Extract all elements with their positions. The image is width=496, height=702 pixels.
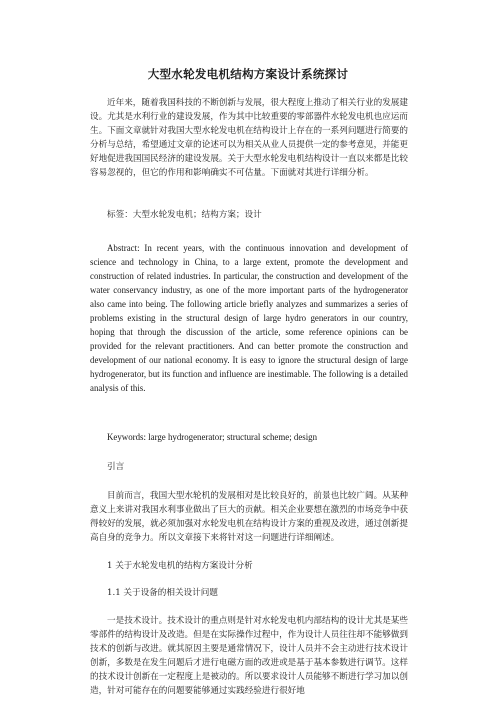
keywords-english: Keywords: large hydrogenerator; structural scheme; design: [107, 432, 318, 442]
intro-text-block: [90, 489, 408, 545]
keywords-chinese: 标签：大型水轮发电机；结构方案；设计: [107, 210, 262, 220]
abstract-chinese-block: [90, 96, 408, 180]
keywords-english-block: [90, 430, 408, 444]
section-1-heading: 1 关于水轮发电机的结构方案设计分析: [107, 561, 253, 571]
abstract-chinese: 近年来，随着我国科技的不断创新与发展，很大程度上推动了相关行业的发展建设。尤其是水利行业的建设发展，作为其中比较重要的零部器件水轮发电机也应运而生。下面文章就针对我国大型水轮发电机在结构设计上存在的一系列问题进行简要的分析与总结，希望通过文章的论述可以为相关从业人员提供一定的参考意见，并能更好地促进我国国民经济的建设发展。关于大型水轮发电机结构设计一直以来都是比较容易忽视的，但它的作用和影响确实不可估量。下面就对其进行详细分析。: [90, 98, 408, 178]
section-1-1-text-block: [90, 614, 408, 698]
intro-text: 目前而言，我国大型水轮机的发展相对是比较良好的，前景也比较广阔。从某种意义上来讲对我国水利事业做出了巨大的贡献。相关企业要想在激烈的市场竞争中获得较好的发展，就必须加强对水轮发电机在结构设计方案的重视及改进，通过创新提高自身的竞争力。所以文章接下来将针对这一问题进行详细阐述。: [90, 491, 408, 543]
section-1-1-heading-block: [90, 586, 408, 600]
section-1-1-heading: 1.1 关于设备的相关设计问题: [107, 588, 218, 598]
keywords-chinese-block: [90, 208, 408, 222]
section-1-heading-block: [90, 559, 408, 573]
intro-heading: 引言: [107, 462, 125, 472]
abstract-english: Abstract: In recent years, with the continuous innovation and development of science and technology in China, to a large extent, promote the development and construction of related industries. In particular, the construction and development of the water conservancy industry, as one of the more important parts of the hydrogenerator also came into being. The following article briefly analyzes and summarizes a series of problems existing in the structural design of large hydro generators in our country, hoping that through the discussion of the article, some reference opinions can be provided for the relevant practitioners. And can better promote the construction and development of our national economy. It is easy to ignore the structural design of large hydrogenerator, but its function and influence are inestimable. The following is a detailed analysis of this.: [90, 243, 408, 393]
paper-title: 大型水轮发电机结构方案设计系统探讨: [147, 67, 349, 81]
intro-heading-block: [90, 460, 408, 474]
section-1-1-text: 一是技术设计。技术设计的重点则是针对水轮发电机内部结构的设计尤其是某些零部件的结构设计及改造。但是在实际操作过程中，作为设计人员往往却不能够做到技术的创新与改进。就其原因主要是通常情况下，设计人员并不会主动进行技术设计创新，多数是在发生问题后才进行电磁方面的改进或是基于基本参数进行调节。这样的技术设计创新在一定程度上是被动的。所以要求设计人员能够不断进行学习加以创造，针对可能存在的问题要能够通过实践经验进行很好地: [90, 616, 408, 696]
abstract-english-block: [90, 241, 408, 395]
